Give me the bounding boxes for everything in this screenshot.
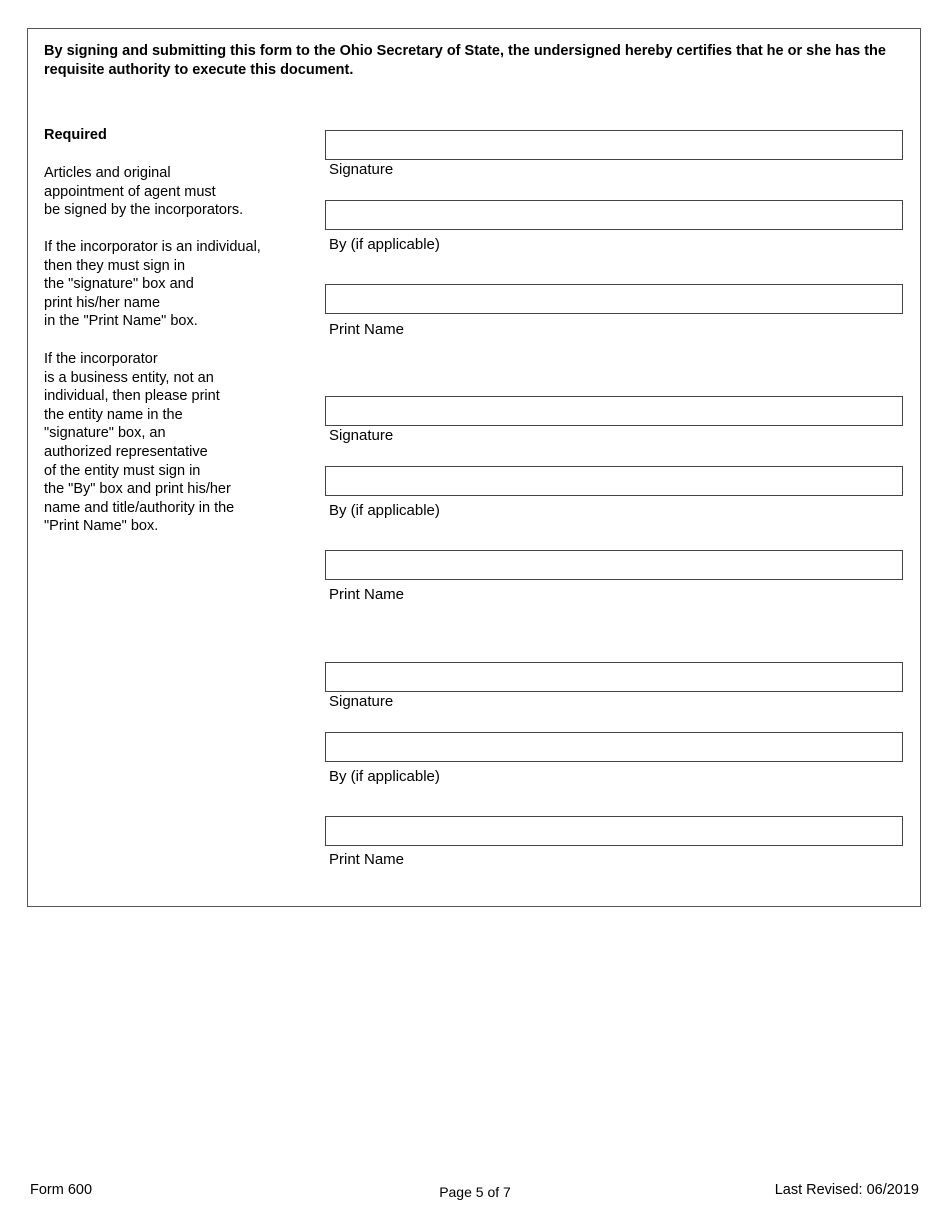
- last-revised: Last Revised: 06/2019: [774, 1182, 919, 1198]
- signature-field-1[interactable]: [325, 130, 903, 160]
- print-name-label-3: Print Name: [329, 851, 405, 868]
- certification-statement: By signing and submitting this form to the Ohio Secretary of State, the undersigned hereby certifies that he or she has the requisite authority to execute this document.: [44, 43, 886, 78]
- signature-field-2[interactable]: [325, 396, 903, 426]
- instruction-paragraph-3: If the incorporator is a business entity, not an individual, then please print the entity name in the "signature" box, an authorized representative of the entity must sign in the "By" box and print his/her name and title/authority in the "Print Name" box.: [44, 351, 235, 535]
- instruction-paragraph-1: Articles and original appointment of agent must be signed by the incorporators.: [44, 165, 244, 219]
- print-name-label-1: Print Name: [329, 321, 405, 338]
- signature-section: [27, 28, 921, 907]
- by-label-1: By (if applicable): [329, 236, 440, 253]
- required-heading: Required: [44, 127, 107, 143]
- print-name-field-3[interactable]: [325, 816, 903, 846]
- form-id: Form 600: [30, 1182, 93, 1198]
- signature-field-3[interactable]: [325, 662, 903, 692]
- by-field-1[interactable]: [325, 200, 903, 230]
- page-number: Page 5 of 7: [439, 1184, 511, 1200]
- signature-label-1: Signature: [329, 161, 394, 178]
- print-name-field-2[interactable]: [325, 550, 903, 580]
- print-name-label-2: Print Name: [329, 586, 405, 603]
- by-label-2: By (if applicable): [329, 502, 440, 519]
- instruction-paragraph-2: If the incorporator is an individual, then they must sign in the "signature" box and print his/her name in the "Print Name" box.: [44, 239, 261, 330]
- by-field-2[interactable]: [325, 466, 903, 496]
- signature-label-3: Signature: [329, 693, 394, 710]
- signature-label-2: Signature: [329, 427, 394, 444]
- by-label-3: By (if applicable): [329, 768, 440, 785]
- by-field-3[interactable]: [325, 732, 903, 762]
- print-name-field-1[interactable]: [325, 284, 903, 314]
